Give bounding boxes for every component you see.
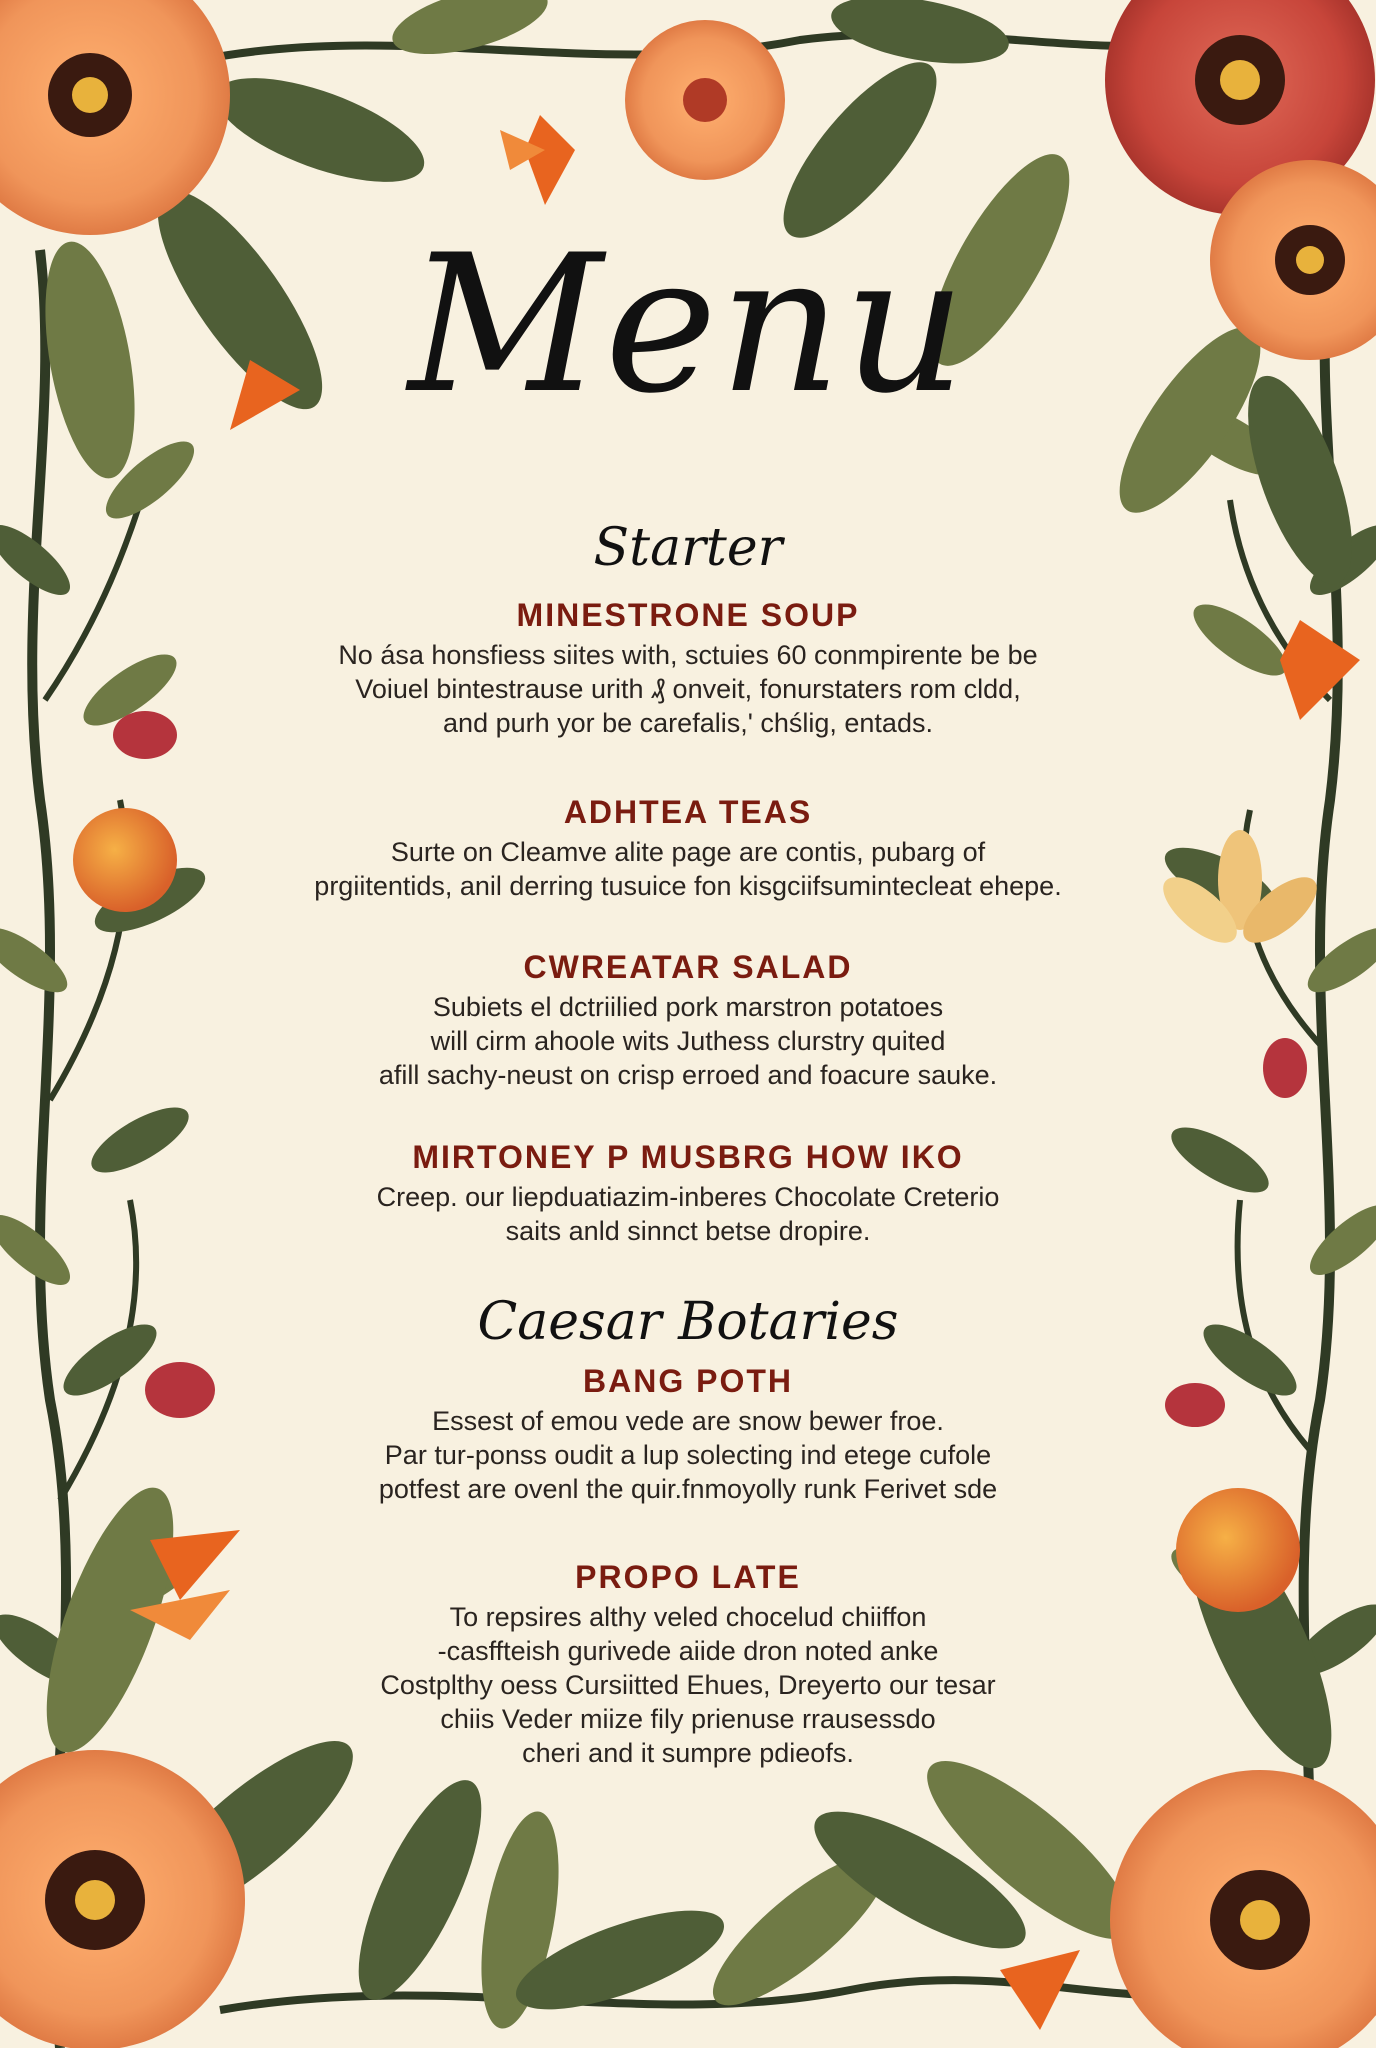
description-line: prgiitentids, anil derring tusuice fon kisgciifsumintecleat ehepe. (314, 871, 1062, 901)
dish-minestrone-soup (250, 596, 1126, 740)
dish-mirtoney (250, 1138, 1126, 1248)
description-line: saits anld sinnct betse dropire. (505, 1216, 871, 1246)
dish-description (268, 1600, 1108, 1770)
description-line: afill sachy-neust on crisp erroed and foacure sauke. (378, 1060, 998, 1090)
description-line: Costplthy oess Cursiitted Ehues, Dreyerto our tesar (380, 1670, 996, 1700)
description-line: To repsires althy veled chocelud chiiffon (449, 1602, 927, 1632)
description-line: Essest of emou vede are snow bewer froe. (432, 1406, 944, 1436)
dish-description (268, 835, 1108, 903)
dish-name: ADHTEA TEAS (563, 794, 813, 830)
description-line: Par tur-ponss oudit a lup solecting ind etege cufole (384, 1440, 992, 1470)
dish-name: CWREATAR SALAD (523, 949, 853, 985)
description-line: -casffteish gurivede aiide dron noted anke (437, 1636, 939, 1666)
description-line: cheri and it sumpre pdieofs. (522, 1738, 854, 1768)
section-title-caesar-botaries: Caesar Botaries (477, 1292, 899, 1352)
description-line: Voiuel bintestrause urith ₰ onveit, fonurstaters rom cldd, (355, 674, 1021, 704)
dish-name: BANG POTH (583, 1363, 793, 1399)
section-title-starter: Starter (593, 518, 783, 578)
dish-bang-poth (250, 1362, 1126, 1506)
description-line: Subiets el dctriilied pork marstron potatoes (432, 992, 944, 1022)
dish-cwreatar-salad (250, 948, 1126, 1092)
flower-bottom-right (1110, 1770, 1376, 2048)
dish-description (268, 1180, 1108, 1248)
dish-description (268, 990, 1108, 1092)
description-line: No ása honsfiess siites with, sctuies 60 conmpirente be be (338, 640, 1038, 670)
description-line: potfest are ovenl the quir.fnmoyolly runk Ferivet sde (378, 1474, 998, 1504)
description-line: will cirm ahoole wits Juthess clurstry quited (430, 1026, 946, 1056)
dish-name: MINESTRONE SOUP (516, 597, 860, 633)
menu-title: Menu (408, 214, 968, 435)
dish-name: MIRTONEY P MUSBRG HOW IKO (412, 1139, 964, 1175)
flower-bottom-left (0, 1750, 245, 2048)
dish-propo-late (250, 1558, 1126, 1770)
description-line: Creep. our liepduatiazim-inberes Chocolate Creterio (376, 1182, 1000, 1212)
dish-description (268, 638, 1108, 740)
dish-name: PROPO LATE (575, 1559, 801, 1595)
menu-card (250, 0, 1126, 2048)
dish-description (268, 1404, 1108, 1506)
description-line: chiis Veder miize fily prienuse rrausessdo (440, 1704, 936, 1734)
dish-adhtea-teas (250, 793, 1126, 903)
description-line: and purh yor be carefalis,' chślig, entads. (443, 708, 933, 738)
description-line: Surte on Cleamve alite page are contis, pubarg of (390, 837, 986, 867)
